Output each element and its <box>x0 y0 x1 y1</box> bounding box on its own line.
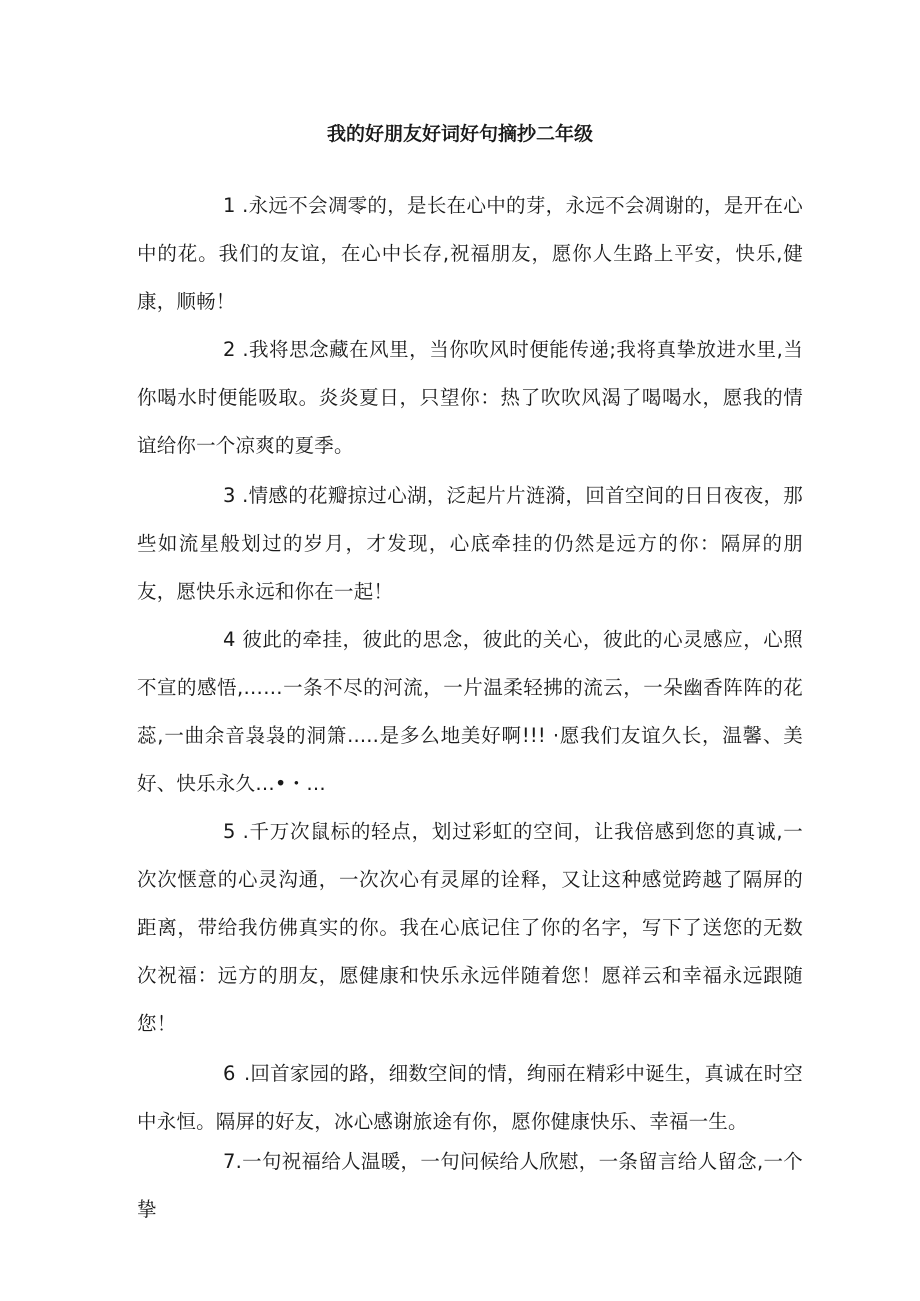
paragraph-number: 4 <box>223 627 236 651</box>
paragraph-3 <box>137 472 803 616</box>
paragraph-text: .情感的花瓣掠过心湖，泛起片片涟漪，回首空间的日日夜夜，那些如流星般划过的岁月，才发现，心底牵挂的仍然是远方的你：隔屏的朋友，愿快乐永远和你在一起！ <box>137 483 803 603</box>
paragraph-text: .回首家园的路，细数空间的情，绚丽在精彩中诞生，真诚在时空中永恒。隔屏的好友，冰心感谢旅途有你，愿你健康快乐、幸福一生。 <box>137 1061 803 1133</box>
paragraph-2 <box>137 326 803 470</box>
paragraph-text: .永远不会凋零的，是长在心中的芽，永远不会凋谢的，是开在心中的花。我们的友谊，在心中长存,祝福朋友，愿你人生路上平安，快乐,健康，顺畅！ <box>137 193 803 313</box>
paragraph-4 <box>137 616 803 808</box>
paragraph-text: .我将思念藏在风里，当你吹风时便能传递;我将真挚放进水里,当你喝水时便能吸取。炎炎夏日，只望你：热了吹吹风渴了喝喝水，愿我的情谊给你一个凉爽的夏季。 <box>137 337 803 457</box>
paragraph-5 <box>137 808 803 1048</box>
paragraph-number: 5 <box>223 819 236 843</box>
document-title: 我的好朋友好词好句摘抄二年级 <box>326 123 593 145</box>
paragraph-number: 2 <box>223 337 236 361</box>
paragraph-1 <box>137 182 803 326</box>
paragraph-text: 彼此的牵挂，彼此的思念，彼此的关心，彼此的心灵感应，心照不宣的感悟,……一条不尽的河流，一片温柔轻拂的流云，一朵幽香阵阵的花蕊,一曲余音袅袅的洞箫.....是多么地美好啊!!! ·愿我们友谊久长，温馨、美好、快乐永久…•・… <box>137 627 803 795</box>
paragraph-number: 7 <box>223 1149 236 1173</box>
paragraph-text: .一句祝福给人温暖，一句问候给人欣慰，一条留言给人留念,一个挚 <box>137 1149 803 1221</box>
paragraph-7 <box>137 1138 803 1234</box>
paragraph-text: .千万次鼠标的轻点，划过彩虹的空间，让我倍感到您的真诚,一次次惬意的心灵沟通，一次次心有灵犀的诠释，又让这种感觉跨越了隔屏的距离，带给我仿佛真实的你。我在心底记住了你的名字，写下了送您的无数次祝福：远方的朋友，愿健康和快乐永远伴随着您！愿祥云和幸福永远跟随您！ <box>137 819 803 1035</box>
paragraph-6 <box>137 1050 803 1146</box>
paragraph-number: 3 <box>223 483 236 507</box>
paragraph-number: 1 <box>223 193 236 217</box>
paragraph-number: 6 <box>223 1061 236 1085</box>
